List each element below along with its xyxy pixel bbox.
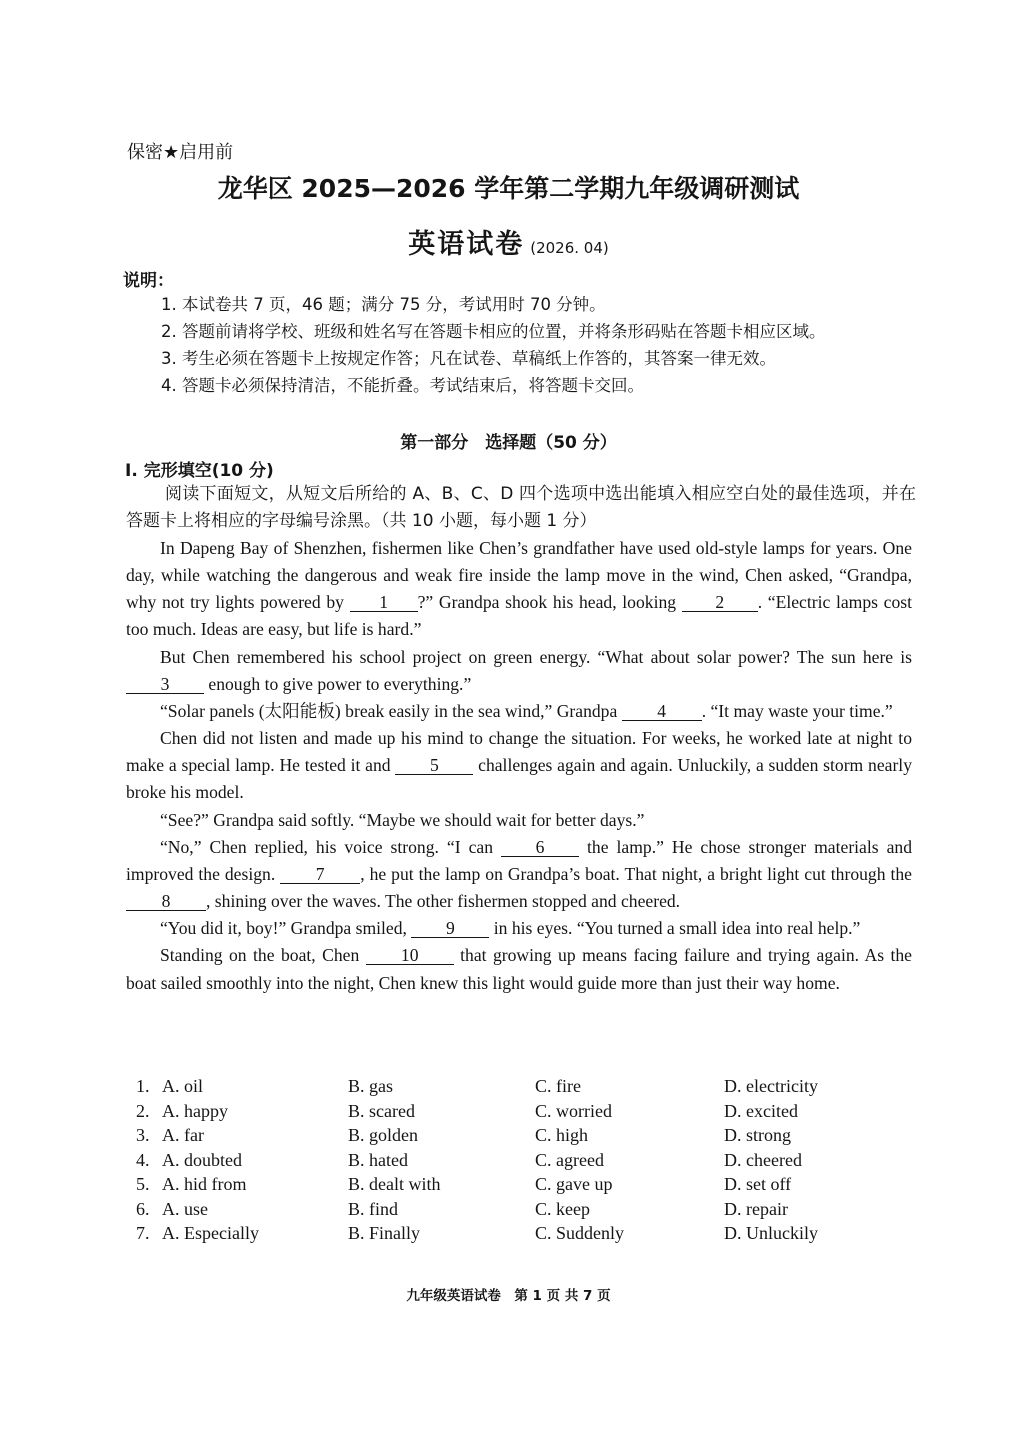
- option-d: D. Unluckily: [724, 1223, 818, 1243]
- cloze-passage: [126, 535, 912, 997]
- passage-paragraph: Chen did not listen and made up his mind to change the situation. For weeks, he worked late at night to make a special lamp. He tested it and 5 challenges again and again. Unluckily, a sudden storm nearly broke his model.: [126, 728, 912, 803]
- option-b: B. scared: [348, 1100, 415, 1121]
- blank-4: 4: [622, 702, 702, 721]
- blank-2: 2: [682, 593, 758, 612]
- option-a: A. far: [162, 1125, 204, 1145]
- passage-paragraph: “You did it, boy!” Grandpa smiled, 9 in his eyes. “You turned a small idea into real help.”: [160, 918, 861, 939]
- page-footer: 九年级英语试卷 第 1 页 共 7 页: [406, 1288, 611, 1304]
- blank-1: 1: [350, 593, 418, 612]
- option-d: D. electricity: [724, 1076, 818, 1096]
- blank-3: 3: [126, 675, 204, 694]
- blank-7: 7: [280, 865, 360, 884]
- option-row: [126, 1076, 886, 1101]
- option-row: [126, 1199, 886, 1224]
- question-number: 2.: [136, 1100, 150, 1121]
- exam-title: 龙华区 2025—2026 学年第二学期九年级调研测试: [217, 174, 800, 203]
- question-number: 7.: [136, 1223, 150, 1243]
- part-title: 第一部分 选择题（50 分）: [400, 433, 617, 453]
- passage-paragraph: “No,” Chen replied, his voice strong. “I can 6 the lamp.” He chose stronger materials and improved the design. 7 , he put the lamp on Grandpa’s boat. That night, a bright light cut through the 8 , shining over the waves. The other fishermen stopped and cheered.: [126, 836, 913, 912]
- question-number: 6.: [136, 1198, 150, 1219]
- option-b: B. golden: [348, 1125, 418, 1145]
- question-number: 4.: [136, 1149, 150, 1170]
- confidential-mark: 保密★启用前: [127, 142, 234, 163]
- option-row: [126, 1101, 886, 1126]
- option-c: C. keep: [535, 1198, 590, 1219]
- option-d: D. set off: [724, 1174, 792, 1194]
- option-c: C. Suddenly: [535, 1223, 625, 1243]
- passage-paragraph: In Dapeng Bay of Shenzhen, fishermen like Chen’s grandfather have used old-style lamps for years. One day, while watching the dangerous and weak fire inside the lamp move in the wind, Chen asked, “Grandpa, why not try lights powered by 1 ?” Grandpa shook his head, looking 2 . “Electric lamps cost too much. Ideas are easy, but life is hard.”: [126, 538, 912, 640]
- option-b: B. gas: [348, 1076, 393, 1096]
- passage-paragraph: Standing on the boat, Chen 10 that growing up means facing failure and trying again. As the boat sailed smoothly into the night, Chen knew this light would guide more than just their way home.: [126, 945, 912, 993]
- option-a: A. doubted: [162, 1149, 242, 1170]
- instructions-heading: 说明：: [123, 271, 174, 291]
- blank-10: 10: [366, 946, 454, 965]
- option-a: A. use: [162, 1198, 208, 1219]
- question-number: 3.: [136, 1125, 150, 1145]
- option-row: [126, 1150, 886, 1175]
- blank-8: 8: [126, 892, 206, 911]
- exam-date: (2026. 04): [530, 239, 609, 257]
- option-d: D. cheered: [724, 1149, 802, 1170]
- subject-title: 英语试卷: [408, 229, 525, 260]
- instruction-item: 4. 答题卡必须保持清洁，不能折叠。考试结束后，将答题卡交回。: [161, 376, 644, 395]
- option-b: B. hated: [348, 1149, 408, 1170]
- option-a: A. happy: [162, 1100, 228, 1121]
- option-row: [126, 1223, 886, 1248]
- option-b: B. Finally: [348, 1223, 421, 1243]
- option-d: D. repair: [724, 1198, 788, 1219]
- instruction-item: 3. 考生必须在答题卡上按规定作答；凡在试卷、草稿纸上作答的，其答案一律无效。: [161, 349, 776, 368]
- option-b: B. dealt with: [348, 1174, 441, 1194]
- options-list: [126, 1076, 886, 1248]
- instruction-item: 2. 答题前请将学校、班级和姓名写在答题卡相应的位置，并将条形码贴在答题卡相应区域。: [161, 322, 826, 341]
- option-c: C. agreed: [535, 1149, 604, 1170]
- option-row: [126, 1174, 886, 1199]
- passage-paragraph: “See?” Grandpa said softly. “Maybe we should wait for better days.”: [160, 809, 645, 830]
- option-b: B. find: [348, 1198, 399, 1219]
- section-title: I. 完形填空(10 分): [125, 461, 274, 481]
- option-a: A. Especially: [162, 1223, 259, 1243]
- option-d: D. strong: [724, 1125, 791, 1145]
- option-d: D. excited: [724, 1100, 798, 1121]
- option-c: C. fire: [535, 1076, 581, 1096]
- option-c: C. worried: [535, 1100, 612, 1121]
- blank-9: 9: [411, 919, 489, 938]
- exam-subtitle: [0, 222, 1017, 261]
- option-row: [126, 1125, 886, 1150]
- option-c: C. high: [535, 1125, 589, 1145]
- option-a: A. hid from: [162, 1174, 247, 1194]
- option-c: C. gave up: [535, 1174, 613, 1194]
- passage-paragraph: But Chen remembered his school project on green energy. “What about solar power? The sun here is 3 enough to give power to everything.”: [126, 644, 912, 698]
- blank-6: 6: [501, 838, 579, 857]
- passage-paragraph: “Solar panels (太阳能板) break easily in the sea wind,” Grandpa 4 . “It may waste your time.”: [160, 700, 893, 721]
- question-number: 5.: [136, 1174, 150, 1194]
- instruction-item: 1. 本试卷共 7 页，46 题；满分 75 分，考试用时 70 分钟。: [161, 295, 606, 314]
- section-directions: 阅读下面短文，从短文后所给的 A、B、C、D 四个选项中选出能填入相应空白处的最佳选项，并在答题卡上将相应的字母编号涂黑。（共 10 小题，每小题 1 分）: [126, 484, 916, 531]
- blank-5: 5: [395, 756, 473, 775]
- option-a: A. oil: [162, 1076, 204, 1096]
- question-number: 1.: [136, 1076, 150, 1096]
